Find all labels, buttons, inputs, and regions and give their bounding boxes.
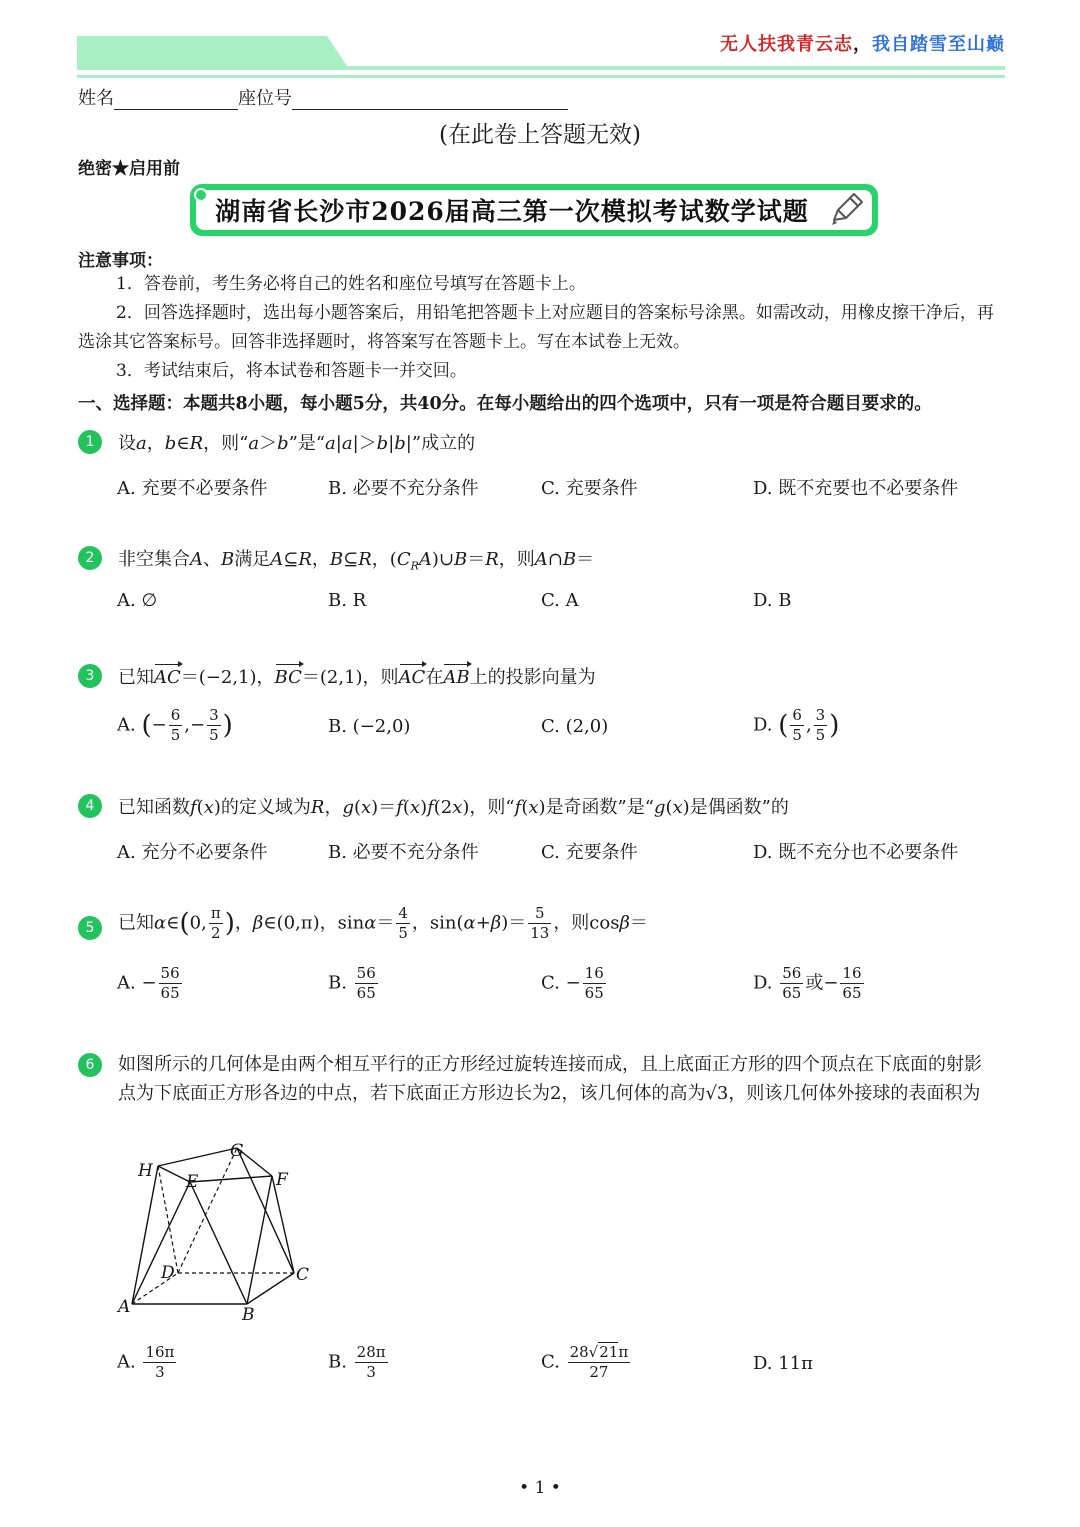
question-number: 2 xyxy=(78,546,102,570)
title-banner xyxy=(190,184,878,236)
question-5-stem: 已知α∈(0, $\frac{\pi}{2}$ )，β∈(0,π)，sinα＝ $\frac{4}{5}$ ，sin(α+β)＝ $\frac{5}{13}$ ，则cosβ＝ xyxy=(118,904,648,942)
question-2-stem: 非空集合A、B满足A⊆R，B⊆R，$(C_RA)\cup B=R$，则A∩B＝ xyxy=(118,549,595,573)
question-number: 1 xyxy=(78,430,102,454)
figure-label: G xyxy=(230,1141,244,1161)
header-rule-bottom xyxy=(77,75,1005,78)
instructions-list xyxy=(78,270,998,386)
option-d[interactable]: D. 既不充要也不必要条件 xyxy=(753,478,959,499)
option-b[interactable]: B. 必要不充分条件 xyxy=(328,478,479,499)
option-a[interactable]: A. − $\frac{56}{65}$ xyxy=(117,964,180,1002)
part1-title: 一、选择题：本题共8小题，每小题5分，共40分。在每小题给出的四个选项中，只有一项是符合题目要求的。 xyxy=(78,394,932,414)
option-c[interactable]: C. 充要条件 xyxy=(541,478,638,499)
option-c[interactable]: C. (2,0) xyxy=(541,716,609,737)
figure-edge xyxy=(190,1176,272,1182)
page-number: • 1 • xyxy=(519,1478,561,1498)
header-slogan xyxy=(720,30,1005,56)
slogan-separator: ， xyxy=(853,34,872,55)
instruction-item: 2．回答选择题时，选出每小题答案后，用铅笔把答题卡上对应题目的答案标号涂黑。如需改动，用橡皮擦干净后，再选涂其它答案标号。回答非选择题时，将答案写在答题卡上。写在本试卷上无效。 xyxy=(78,303,994,352)
question-number: 3 xyxy=(78,664,102,688)
pencil-icon xyxy=(828,190,866,228)
option-d[interactable]: D. B xyxy=(753,590,792,611)
question-number: 5 xyxy=(78,916,102,940)
option-b[interactable]: B. R xyxy=(328,590,367,611)
option-a[interactable]: A. (− $\frac{6}{5}$ ,− $\frac{3}{5}$ ) xyxy=(117,706,233,744)
figure-label: E xyxy=(186,1172,199,1192)
figure-edge xyxy=(247,1176,272,1304)
figure-edge xyxy=(247,1273,294,1304)
figure-hidden-edge xyxy=(178,1148,237,1273)
seat-label: 座位号 xyxy=(238,88,292,109)
exam-title: 湖南省长沙市2026届高三第一次模拟考试数学试题 xyxy=(215,197,809,226)
instructions-heading: 注意事项： xyxy=(78,251,163,271)
question-1-stem: 设a，b∈R，则“a＞b”是“a|a|＞b|b|”成立的 xyxy=(118,433,476,454)
figure-edge xyxy=(237,1148,294,1273)
slogan-part2: 我自踏雪至山巅 xyxy=(872,34,1005,55)
name-field xyxy=(78,84,568,110)
option-a[interactable]: A. 充分不必要条件 xyxy=(117,842,268,863)
question-number: 4 xyxy=(78,794,102,818)
figure-edge xyxy=(132,1182,190,1304)
option-b[interactable]: B. (−2,0) xyxy=(328,716,411,737)
confidential-label: 绝密★启用前 xyxy=(78,159,180,179)
option-c[interactable]: C. 充要条件 xyxy=(541,842,638,863)
instruction-item: 3．考试结束后，将本试卷和答题卡一并交回。 xyxy=(116,361,467,381)
option-d[interactable]: D. $\frac{56}{65}$ 或− $\frac{16}{65}$ xyxy=(753,964,862,1002)
figure-hidden-edge xyxy=(158,1166,178,1273)
seat-blank[interactable] xyxy=(292,89,568,110)
question-number: 6 xyxy=(78,1053,102,1077)
option-d[interactable]: D. ( $\frac{6}{5}$ , $\frac{3}{5}$ ) xyxy=(753,706,840,744)
option-c[interactable]: C. $\frac{28√21\pi}{27}$ xyxy=(541,1343,629,1381)
option-c[interactable]: C. − $\frac{16}{65}$ xyxy=(541,964,604,1002)
option-a[interactable]: A. ∅ xyxy=(117,590,158,611)
invalid-notice: (在此卷上答题无效) xyxy=(439,122,641,148)
name-blank[interactable] xyxy=(114,89,238,110)
figure-label: F xyxy=(276,1170,288,1190)
option-a[interactable]: A. 充要不必要条件 xyxy=(117,478,268,499)
figure-label: D xyxy=(161,1263,175,1283)
instruction-item: 1．答卷前，考生务必将自己的姓名和座位号填写在答题卡上。 xyxy=(116,274,586,294)
figure-edge xyxy=(190,1182,247,1304)
option-c[interactable]: C. A xyxy=(541,590,579,611)
option-d[interactable]: D. 既不充分也不必要条件 xyxy=(753,842,959,863)
option-a[interactable]: A. $\frac{16\pi}{3}$ xyxy=(117,1343,175,1381)
header-rule-top xyxy=(77,66,1005,70)
figure-edge xyxy=(272,1176,294,1273)
question-4-stem: 已知函数f(x)的定义域为R，g(x)＝f(x)f(2x)，则“f(x)是奇函数”是“g(x)是偶函数”的 xyxy=(118,797,789,818)
figure-label: A xyxy=(118,1297,131,1317)
figure-label: B xyxy=(242,1305,255,1325)
figure-label: C xyxy=(296,1265,310,1285)
header-decoration xyxy=(77,36,347,66)
option-b[interactable]: B. $\frac{28\pi}{3}$ xyxy=(328,1343,386,1381)
figure-edge xyxy=(158,1148,237,1166)
question-6-stem: 如图所示的几何体是由两个相互平行的正方形经过旋转连接而成，且上底面正方形的四个顶点在下底面的射影点为下底面正方形各边的中点，若下底面正方形边长为2，该几何体的高为√3，则该几何体外接球的表面积为 xyxy=(118,1054,982,1104)
geometry-figure xyxy=(112,1136,322,1326)
name-label: 姓名 xyxy=(78,88,114,109)
figure-label: H xyxy=(138,1161,153,1181)
question-3-stem: 已知AC＝(−2,1)，BC＝(2,1)，则AC在AB上的投影向量为 xyxy=(118,667,596,688)
option-b[interactable]: B. $\frac{56}{65}$ xyxy=(328,964,376,1002)
slogan-part1: 无人扶我青云志 xyxy=(720,34,853,55)
option-d[interactable]: D. 11π xyxy=(753,1353,813,1374)
option-b[interactable]: B. 必要不充分条件 xyxy=(328,842,479,863)
figure-edge xyxy=(132,1166,158,1304)
